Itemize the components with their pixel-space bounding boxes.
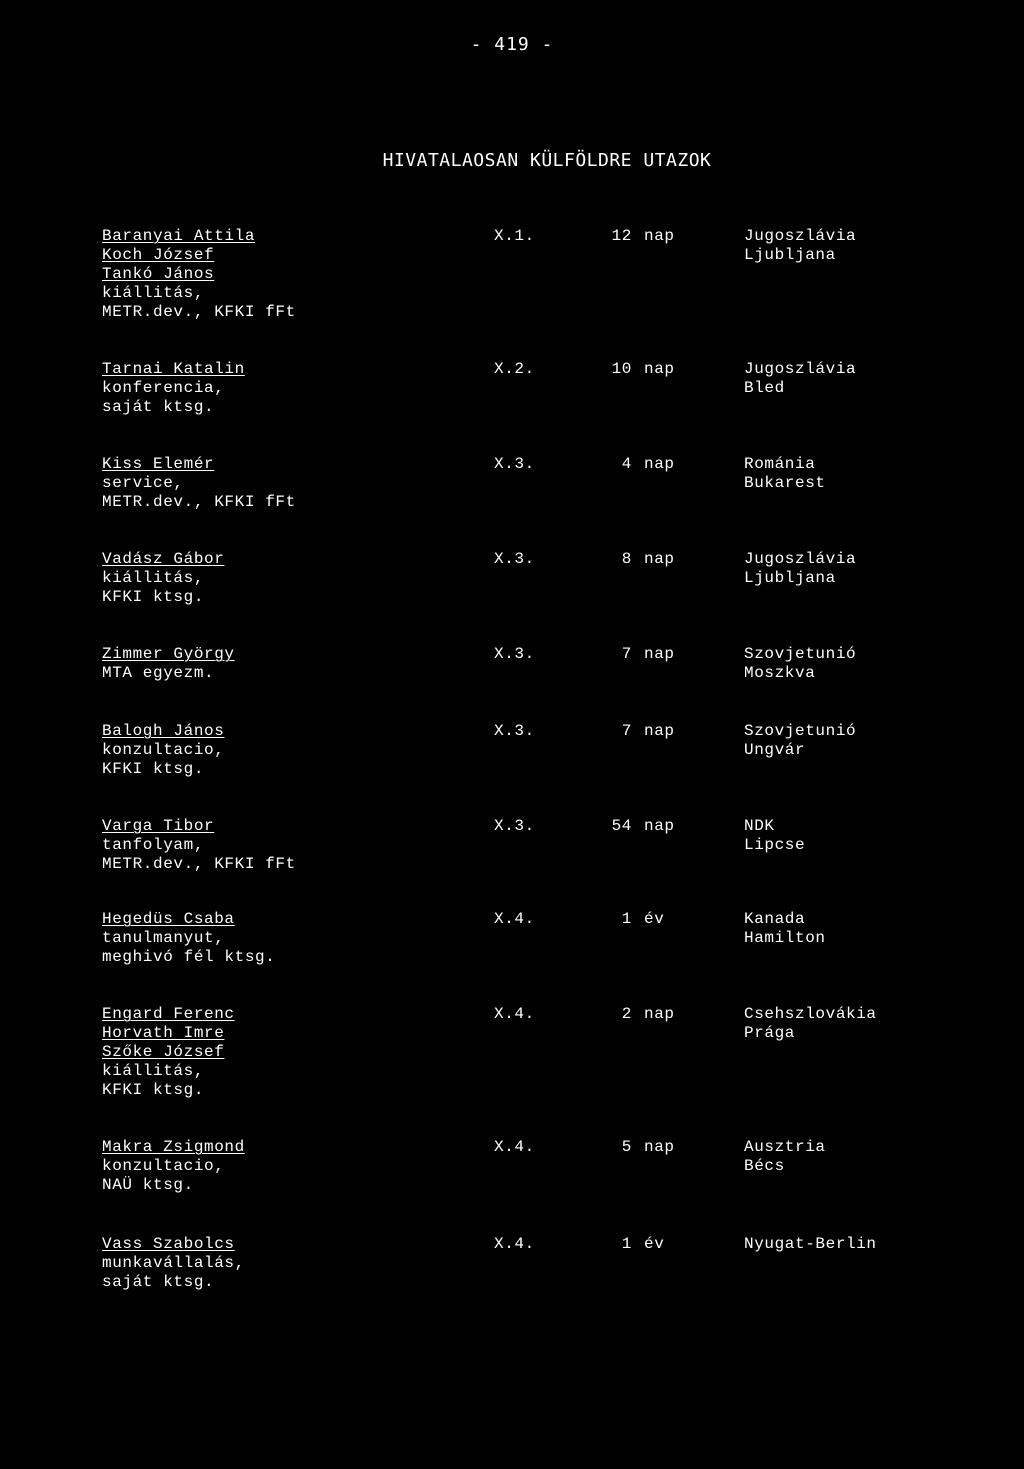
duration-number: 1 xyxy=(621,1235,632,1253)
destination-city: Prága xyxy=(744,1024,796,1042)
trip-detail: KFKI ktsg. xyxy=(102,1081,205,1099)
trip-duration xyxy=(560,360,690,379)
duration-number: 4 xyxy=(621,455,632,473)
duration-unit: év xyxy=(644,910,665,928)
traveler-name: Zimmer György xyxy=(102,645,235,663)
duration-number: 54 xyxy=(611,817,632,835)
traveler-info xyxy=(102,722,482,779)
destination-city: Hamilton xyxy=(744,929,826,947)
destination xyxy=(744,817,805,855)
trip-duration xyxy=(560,722,690,741)
trip-detail: konzultacio, xyxy=(102,741,225,759)
destination xyxy=(744,722,856,760)
trip-detail: METR.dev., KFKI fFt xyxy=(102,855,296,873)
traveler-name: Kiss Elemér xyxy=(102,455,215,473)
trip-detail: METR.dev., KFKI fFt xyxy=(102,493,296,511)
trip-detail: KFKI ktsg. xyxy=(102,588,205,606)
trip-detail: MTA egyezm. xyxy=(102,664,215,682)
trip-detail: kiállitás, xyxy=(102,1062,205,1080)
trip-date: X.4. xyxy=(494,1005,535,1023)
destination-country: Jugoszlávia xyxy=(744,360,857,378)
traveler-name: Horvath Imre xyxy=(102,1024,225,1042)
duration-number: 2 xyxy=(621,1005,632,1023)
trip-detail: KFKI ktsg. xyxy=(102,760,205,778)
destination-city: Bécs xyxy=(744,1157,785,1175)
destination-country: Szovjetunió xyxy=(744,722,857,740)
traveler-info xyxy=(102,227,482,322)
traveler-name: Baranyai Attila xyxy=(102,227,256,245)
duration-number: 10 xyxy=(611,360,632,378)
trip-detail: kiállitás, xyxy=(102,569,205,587)
traveler-name: Vadász Gábor xyxy=(102,550,225,568)
traveler-name: Tarnai Katalin xyxy=(102,360,245,378)
destination xyxy=(744,645,856,683)
destination-country: Románia xyxy=(744,455,816,473)
destination-city: Bukarest xyxy=(744,474,826,492)
destination xyxy=(744,550,856,588)
duration-unit: nap xyxy=(644,1138,675,1156)
trip-detail: saját ktsg. xyxy=(102,398,215,416)
traveler-name: Hegedüs Csaba xyxy=(102,910,235,928)
trip-date: X.3. xyxy=(494,455,535,473)
trip-detail: konferencia, xyxy=(102,379,225,397)
trip-detail: tanfolyam, xyxy=(102,836,205,854)
destination xyxy=(744,455,826,493)
duration-unit: év xyxy=(644,1235,665,1253)
trip-duration xyxy=(560,1235,690,1254)
trip-date: X.3. xyxy=(494,550,535,568)
trip-detail: service, xyxy=(102,474,184,492)
duration-unit: nap xyxy=(644,227,675,245)
destination-country: Ausztria xyxy=(744,1138,826,1156)
traveler-name: Makra Zsigmond xyxy=(102,1138,245,1156)
destination-country: Jugoszlávia xyxy=(744,227,857,245)
traveler-info xyxy=(102,360,482,417)
duration-unit: nap xyxy=(644,550,675,568)
traveler-info xyxy=(102,1005,482,1100)
duration-number: 12 xyxy=(611,227,632,245)
trip-duration xyxy=(560,910,690,929)
duration-number: 1 xyxy=(621,910,632,928)
traveler-info xyxy=(102,817,482,874)
destination-city: Ljubljana xyxy=(744,246,836,264)
trip-duration xyxy=(560,1005,690,1024)
trip-date: X.3. xyxy=(494,722,535,740)
destination xyxy=(744,1138,826,1176)
trip-duration xyxy=(560,1138,690,1157)
traveler-name: Tankó János xyxy=(102,265,215,283)
destination-country: Kanada xyxy=(744,910,806,928)
destination-country: Csehszlovákia xyxy=(744,1005,877,1023)
traveler-name: Szőke József xyxy=(102,1043,225,1061)
traveler-info xyxy=(102,1235,482,1292)
traveler-info xyxy=(102,645,482,683)
duration-unit: nap xyxy=(644,360,675,378)
destination-city: Bled xyxy=(744,379,785,397)
destination-country: Jugoszlávia xyxy=(744,550,857,568)
trip-date: X.3. xyxy=(494,645,535,663)
trip-duration xyxy=(560,227,690,246)
trip-detail: konzultacio, xyxy=(102,1157,225,1175)
trip-detail: munkavállalás, xyxy=(102,1254,245,1272)
destination-country: Szovjetunió xyxy=(744,645,857,663)
trip-detail: kiállitás, xyxy=(102,284,205,302)
destination xyxy=(744,1005,877,1043)
trip-duration xyxy=(560,645,690,664)
traveler-name: Varga Tibor xyxy=(102,817,215,835)
traveler-name: Vass Szabolcs xyxy=(102,1235,235,1253)
destination xyxy=(744,360,856,398)
traveler-info xyxy=(102,550,482,607)
traveler-info xyxy=(102,455,482,512)
traveler-info xyxy=(102,910,482,967)
trip-detail: meghivó fél ktsg. xyxy=(102,948,276,966)
trip-date: X.1. xyxy=(494,227,535,245)
duration-number: 7 xyxy=(621,645,632,663)
trip-date: X.4. xyxy=(494,1235,535,1253)
trip-detail: saját ktsg. xyxy=(102,1273,215,1291)
destination xyxy=(744,910,826,948)
trip-date: X.3. xyxy=(494,817,535,835)
destination-city: Ungvár xyxy=(744,741,806,759)
duration-unit: nap xyxy=(644,645,675,663)
trip-date: X.2. xyxy=(494,360,535,378)
duration-unit: nap xyxy=(644,1005,675,1023)
destination-city: Moszkva xyxy=(744,664,816,682)
destination xyxy=(744,227,856,265)
trip-detail: tanulmanyut, xyxy=(102,929,225,947)
traveler-name: Balogh János xyxy=(102,722,225,740)
traveler-name: Koch József xyxy=(102,246,215,264)
destination-city: Lipcse xyxy=(744,836,806,854)
destination xyxy=(744,1235,877,1254)
trip-date: X.4. xyxy=(494,910,535,928)
page-number: - 419 - xyxy=(470,34,554,55)
destination-country: Nyugat-Berlin xyxy=(744,1235,877,1253)
trip-detail: METR.dev., KFKI fFt xyxy=(102,303,296,321)
page-title: HIVATALAOSAN KÜLFÖLDRE UTAZOK xyxy=(382,150,712,171)
destination-country: NDK xyxy=(744,817,775,835)
trip-date: X.4. xyxy=(494,1138,535,1156)
trip-detail: NAÜ ktsg. xyxy=(102,1176,194,1194)
duration-unit: nap xyxy=(644,817,675,835)
duration-number: 7 xyxy=(621,722,632,740)
trip-duration xyxy=(560,550,690,569)
duration-number: 8 xyxy=(621,550,632,568)
trip-duration xyxy=(560,455,690,474)
trip-duration xyxy=(560,817,690,836)
traveler-name: Engard Ferenc xyxy=(102,1005,235,1023)
duration-number: 5 xyxy=(621,1138,632,1156)
duration-unit: nap xyxy=(644,722,675,740)
duration-unit: nap xyxy=(644,455,675,473)
destination-city: Ljubljana xyxy=(744,569,836,587)
traveler-info xyxy=(102,1138,482,1195)
